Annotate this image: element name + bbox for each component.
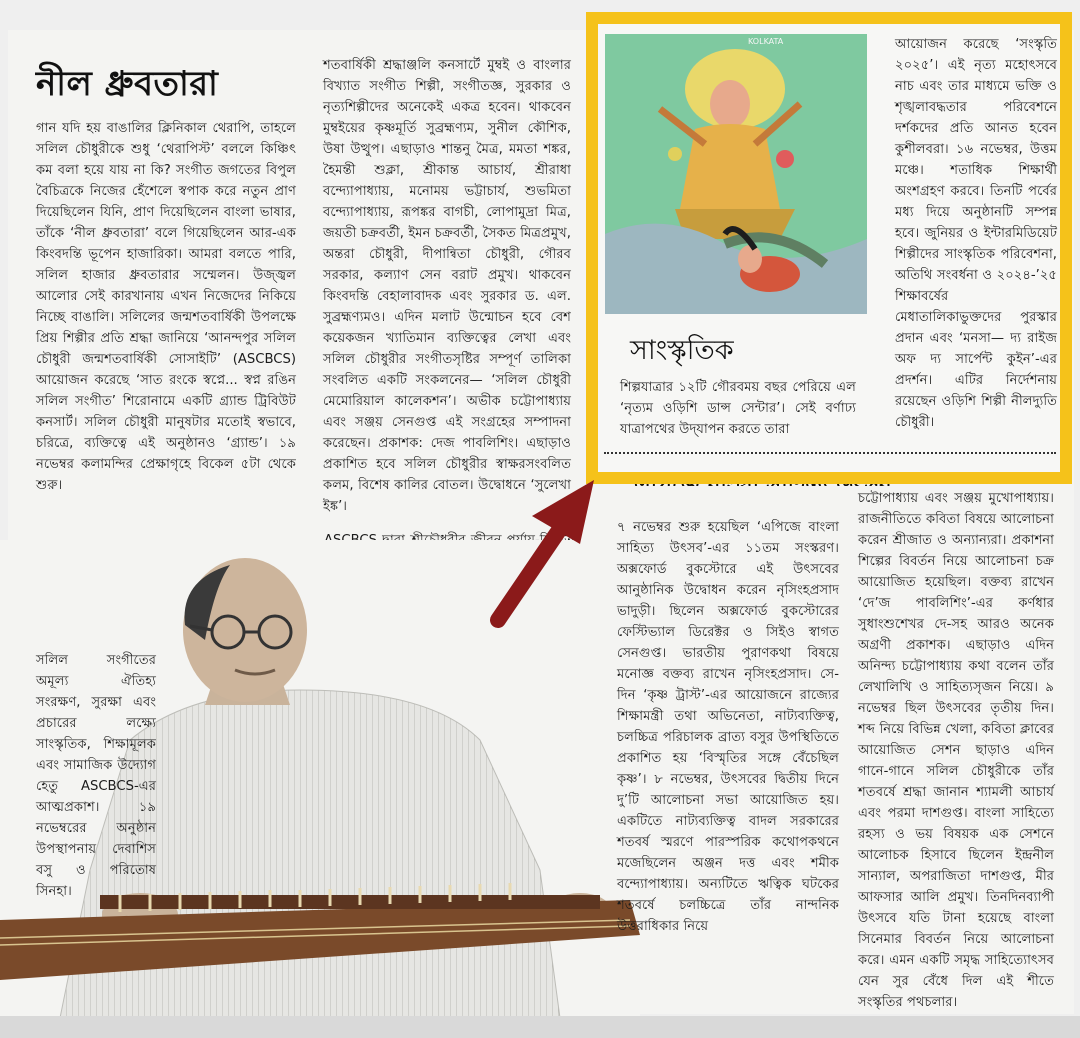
article-right-column-2 [858,488,1054,1013]
watermark: KOLKATA [748,37,784,46]
article-col1-text: গান যদি হয় বাঙালির ক্লিনিকাল থেরাপি, তাহলে সলিল চৌধুরীকে শুধু ‘থেরাপিস্ট’ বললে কিঞ্চিৎ কম বলা হয়ে যায় না কি? সংগীত জগতের বিপুল বৈচিত্রকে নিজের হেঁশেলে স্বপাক করে নতুন প্রাণ দিয়েছিলেন যিনি, প্রাণ দিয়েছিলেন বাংলা ভাষার, তাঁকে ‘নীল ধ্রুবতারা’ বলে গিয়েছিলেন আর-এক কিংবদন্তি ভূপেন হাজারিকা। আমরা বলতে পারি, সলিল হাজার ধ্রুবতারার সম্মেলন। উজ্জ্বল আলোর সেই কারখানায় এখন নিজেদের নিকিয়ে নিচ্ছে বাঙালি। সলিলের জন্মশতবার্ষিকী উপলক্ষে প্রিয় শিল্পীর প্রতি শ্রদ্ধা জানিয়ে ‘আনন্দপুর সলিল চৌধুরী জন্মশতবার্ষিকী সোসাইটি’ (ASCBCS) আয়োজন করেছে ‘সাত রংকে স্বপ্নে... স্বপ্ন রঙিন সলিল সংগীত’ শিরোনামে একটি গ্র্যান্ড ট্রিবিউট কনসার্ট। সলিল চৌধুরী মানুষটার মতোই স্বভাবে, চরিত্রে, ব্যক্তিত্বে এই অনুষ্ঠানও ‘গ্র্যান্ড’। ১৯ নভেম্বর কলামন্দির প্রেক্ষাগৃহে বিকেল ৫টা থেকে শুরু। [36,121,296,493]
bottom-strip [0,1016,1080,1038]
article-column-1 [36,118,296,496]
arrow-pointer-icon [476,470,606,640]
article-right-column-1 [617,517,839,937]
highlight-right-text: আয়োজন করেছে ‘সংস্কৃতি ২০২৫’। এই নৃত্য মহোৎসবে নাচ এবং তার মাধ্যমে ভক্তি ও শৃঙ্খলাবদ্ধতার পরিবেশনে দর্শকদের প্রতি আনত হবেন কুশীলবরা। ১৬ নভেম্বর, উত্তম মঞ্চে। শতাধিক শিক্ষার্থী অংশগ্রহণ করবে। তিনটি পর্বের মধ্য দিয়ে অনুষ্ঠানটি সম্পন্ন হবে। জুনিয়র ও ইন্টারমিডিয়েট শিল্পীদের সাংস্কৃতিক পরিবেশনা, অতিথি সংবর্ধনা ও ২০২৪-’২৫ শিক্ষাবর্ষের মেধাতালিকাভুক্তদের পুরস্কার প্রদান এবং ‘মনসা— দ্য রাইজ অফ দ্য সার্পেন্ট কুইন’-এর প্রদর্শন। এটির নির্দেশনায় রয়েছেন ওড়িশি শিল্পী নীলদ্যুতি চৌধুরী। [895,37,1057,430]
article-right-col2-text: চট্টোপাধ্যায় এবং সঞ্জয় মুখোপাধ্যায়। রাজনীতিতে কবিতা বিষয়ে আলোচনা করেন শ্রীজাত ও অন্যান্যরা। প্রকাশনা শিল্পের বিবর্তন নিয়ে আলোচনা চক্র আয়োজিত হয়েছিল। বক্তব্য রাখেন ‘দে’জ পাবলিশিং’-এর কর্ণধার সুধাংশুশেখর দে-সহ আরও অনেক অগ্রণী প্রকাশক। এছাড়াও এদিন অনিন্দ্য চট্টোপাধ্যায় কথা বলেন তাঁর লেখালিখি ও সাহিত্যসৃজন নিয়ে। ৯ নভেম্বর ছিল উৎসবের তৃতীয় দিন। শব্দ নিয়ে বিভিন্ন খেলা, কবিতা ক্লাবের আয়োজিত সেশন ছাড়াও এদিন গানে-গানে সলিল চৌধুরীকে তাঁর শতবর্ষে শ্রদ্ধা জানান শ্যামলী আচার্য এবং পরমা দাশগুপ্ত। বাংলা সাহিত্যে রহস্য ও ভয় বিষয়ক এক সেশনে আলোচক হিসাবে ছিলেন ইন্দ্রনীল সান্যাল, অপরাজিতা দাশগুপ্ত, মীর আফসার আলি প্রমুখ। তিনদিনব্যাপী উৎসবে যতি টানা হয়েছে বাংলা সিনেমার বিবর্তন নিয়ে আলোচনা করে। এমন একটি সমৃদ্ধ সাহিত্যোৎসব যেন সুর বেঁধে দিল এই শীতে সংস্কৃতির পথচলার। [858,491,1054,1010]
article-col1-bottom-text: সলিল সংগীতের অমূল্য ঐতিহ্য সংরক্ষণ, সুরক্ষা এবং প্রচারের লক্ষ্যে সাংস্কৃতিক, শিক্ষামূলক এবং সামাজিক উদ্যোগ হেতু ASCBCS-এর আত্মপ্রকাশ। ১৯ নভেম্বরের অনুষ্ঠান উপস্থাপনায় দেবাশিস বসু ও পরিতোষ সিনহা। [36,653,156,899]
article-title: নীল ধ্রুবতারা [36,64,219,104]
goddess-painting [605,34,867,314]
highlight-intro: শিল্পযাত্রার ১২টি গৌরবময় বছর পেরিয়ে এল ‘নৃত্যম ওড়িশি ডান্স সেন্টার’। সেই বর্ণাঢ্য যাত্রাপথের উদ্‌যাপন করতে তারা [620,380,856,437]
article-col2-text: শতবার্ষিকী শ্রদ্ধাঞ্জলি কনসার্টে মুম্বই ও বাংলার বিখ্যাত সংগীত শিল্পী, সংগীতজ্ঞ, সুরকার ও নৃত্যশিল্পীদের অনেকেই একত্র হবেন। থাকবেন মুম্বইয়ের কৃষ্ণমূর্তি সুব্রহ্মণ্যম, সুনীল কৌশিক, উষা উত্থুপ। এছাড়াও শান্তনু মৈত্র, মমতা শঙ্কর, হৈমন্তী শুক্লা, শ্রীকান্ত আচার্য, শ্রীরাধা বন্দ্যোপাধ্যায়, মনোময় ভট্টাচার্য, শুভমিতা বন্দ্যোপাধ্যায়, রূপঙ্কর বাগচী, লোপামুদ্রা মিত্র, জয়তী চক্রবর্তী, ইমন চক্রবর্তী, সৈকত মিত্রপ্রমুখ, অন্তরা চৌধুরী, দীপান্বিতা চৌধুরী, গৌরব সরকার, কল্যাণ সেন বরাট প্রমুখ। থাকবেন কিংবদন্তি বেহালাবাদক এবং সুরকার ড. এল. সুব্রহ্মণ্যমও। এদিন মলাট উন্মোচন হবে বেশ কয়েকজন খ্যাতিমান ব্যক্তিত্বের লেখা এবং সলিল চৌধুরীর সংগীতসৃষ্টির সম্পূর্ণ তালিকা সংবলিত একটি সংকলনের— ‘সলিল চৌধুরী মেমোরিয়াল কালেকশন’। অভীক চট্টোপাধ্যায় এবং সঞ্জয় সেনগুপ্ত এই সংগ্রহের সম্পাদনা করেছেন। প্রকাশক: দেজ পাবলিশিং। এছাড়াও প্রকাশিত হবে সলিল চৌধুরীর স্বাক্ষরসংবলিত কলম, বিশেষ কালির বোতল। উদ্বোধনে ‘সুলেখা ইঙ্ক’। [323,58,571,514]
dotted-divider [604,452,1056,454]
article-column-1-bottom [36,650,156,902]
article-column-2 [323,55,571,517]
article-right-col1-text: ৭ নভেম্বর শুরু হয়েছিল ‘এপিজে বাংলা সাহিত্য উৎসব’-এর ১১তম সংস্করণ। অক্সফোর্ড বুকস্টোরে এই উৎসবের আনুষ্ঠানিক উদ্বোধন করেন নৃসিংহপ্রসাদ ভাদুড়ী। ছিলেন অক্সফোর্ড বুকস্টোরের ফেস্টিভ্যাল ডিরেক্টর ও সিইও স্বাগত সেনগুপ্ত। ভারতীয় পুরাণকথা বিষয়ে মনোজ্ঞ বক্তব্য রাখেন নৃসিংহপ্রসাদ। সে-দিন ‘কৃষ্ণ ট্রাস্ট’-এর আয়োজনে রাজ্যের শিক্ষামন্ত্রী তথা অভিনেতা, নাট্যব্যক্তিত্ব, চলচ্চিত্র পরিচালক ব্রাত্য বসুর উপস্থিতিতে প্রকাশিত হয় ‘বিস্মৃতির সঙ্গে বেঁচেছিল কৃষ্ণ’। ৮ নভেম্বর, উৎসবের দ্বিতীয় দিনে দু’টি আলোচনা সভা আয়োজিত হয়। একটিতে নাট্যব্যক্তিত্ব বাদল সরকারের শতবর্ষ স্মরণে পারস্পরিক কথোপকথনে মজেছিলেন অঞ্জন দত্ত এবং শমীক বন্দ্যোপাধ্যায়। অন্যটিতে ঋত্বিক ঘটকের শতবর্ষে চলচ্চিত্রে তাঁর নান্দনিক উত্তরাধিকার নিয়ে [617,520,839,934]
highlight-title: সাংস্কৃতিক [630,335,734,366]
